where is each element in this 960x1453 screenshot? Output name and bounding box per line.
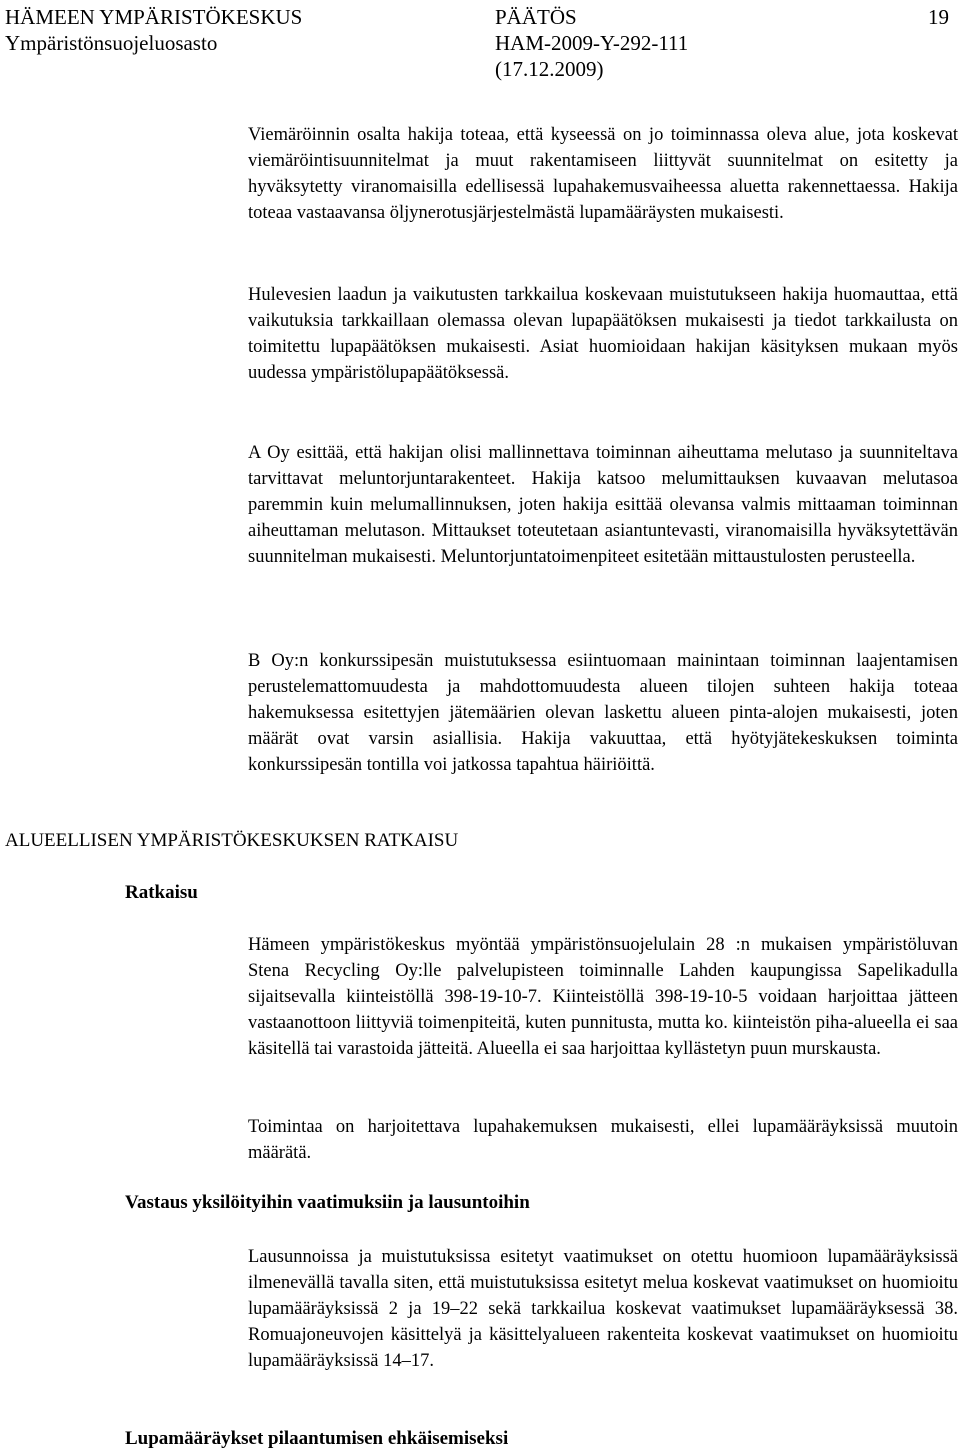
paragraph-stormwater: Hulevesien laadun ja vaikutusten tarkkailua koskevaan muistutukseen hakija huomauttaa, että vaikutuksia tarkkaillaan olemassa olevan lupapäätöksen mukaisesti ja tiedot tarkkailusta on toimitettu lupapäätöksen mukaisesti. Asiat huomioidaan hakijan käsityksen mukaan myös uudessa ympäristölupapäätöksessä. [248,285,958,383]
section-heading-decision: ALUEELLISEN YMPÄRISTÖKESKUKSEN RATKAISU [5,830,459,851]
header-unit: Ympäristönsuojeluosasto [5,31,218,55]
subheading-permit-regulations: Lupamääräykset pilaantumisen ehkäisemiseksi [125,1428,509,1449]
paragraph-sewerage: Viemäröinnin osalta hakija toteaa, että kyseessä on jo toiminnassa oleva alue, jota koskevat viemäröintisuunnitelmat ja muut rakentamiseen liittyvät suunnitelmat on esitetty ja hyväksytetty viranomaisilla edellisessä lupahakemusvaiheessa aluetta rakennettaessa. Hakija toteaa vastaavansa öljynerotusjärjestelmästä lupamääräysten mukaisesti. [248,125,958,223]
header-organization: HÄMEEN YMPÄRISTÖKESKUS [5,5,303,29]
paragraph-operation-terms: Toimintaa on harjoitettava lupahakemuksen mukaisesti, ellei lupamääräyksissä muutoin määrätä. [248,1117,958,1163]
subheading-responses: Vastaus yksilöityihin vaatimuksiin ja lausuntoihin [125,1192,530,1213]
subheading-ratkaisu: Ratkaisu [125,882,198,903]
header-document-type: PÄÄTÖS [495,5,577,29]
paragraph-responses: Lausunnoissa ja muistutuksissa esitetyt vaatimukset on otettu huomioon lupamääräyksissä ilmenevällä tavalla siten, että muistutuksissa esitetyt melua koskevat vaatimukset on huomioitu lupamääräyksissä 2 ja 19–22 sekä tarkkailua koskevat vaatimukset lupamääräyksessä 38. Romuajoneuvojen käsittelyä ja käsittelyalueen rakenteita koskevat vaatimukset on huomioitu lupamääräyksissä 14–17. [248,1247,958,1371]
paragraph-noise: A Oy esittää, että hakijan olisi mallinnettava toiminnan aiheuttama melutaso ja suunniteltava tarvittavat meluntorjuntarakenteet. Hakija katsoo melumittauksen kuvaavan melutasoa paremmin kuin melumallinnuksen, joten hakija esittää olevansa valmis mittaaman toiminnan aiheuttaman melutason. Mittaukset toteutetaan asiantuntevasti, viranomaisilla hyväksytettävän suunnitelman mukaisesti. Meluntorjuntatoimenpiteet esitetään mittaustulosten perusteella. [248,443,958,567]
header-document-number: HAM-2009-Y-292-111 [495,31,689,55]
page-number: 19 [928,5,949,29]
paragraph-permit-grant: Hämeen ympäristökeskus myöntää ympäristönsuojelulain 28 :n mukaisen ympäristöluvan Stena Recycling Oy:lle palvelupisteen toiminnalle Lahden kaupungissa Sapelikadulla sijaitsevalla kiinteistöllä 398-19-10-7. Kiinteistöllä 398-19-10-5 voidaan harjoittaa jätteen vastaanottoon liittyviä toimenpiteitä, kuten punnitusta, mutta ko. kiinteistön piha-alueella ei saa käsitellä tai varastoida jätteitä. Alueella ei saa harjoittaa kyllästetyn puun murskausta. [248,935,958,1059]
header-document-date: (17.12.2009) [495,57,604,81]
paragraph-bankruptcy-estate: B Oy:n konkurssipesän muistutuksessa esiintuomaan mainintaan toiminnan laajentamisen perustelemattomuudesta ja mahdottomuudesta alueen tilojen suhteen hakija toteaa hakemuksessa esitettyjen jätemäärien olevan laskettu alueen pinta-alojen mukaisesti, joten määrät ovat varsin asiallisia. Hakija vakuuttaa, että hyötyjätekeskuksen toiminta konkurssipesän tontilla voi jatkossa tapahtua häiriöittä. [248,651,958,775]
